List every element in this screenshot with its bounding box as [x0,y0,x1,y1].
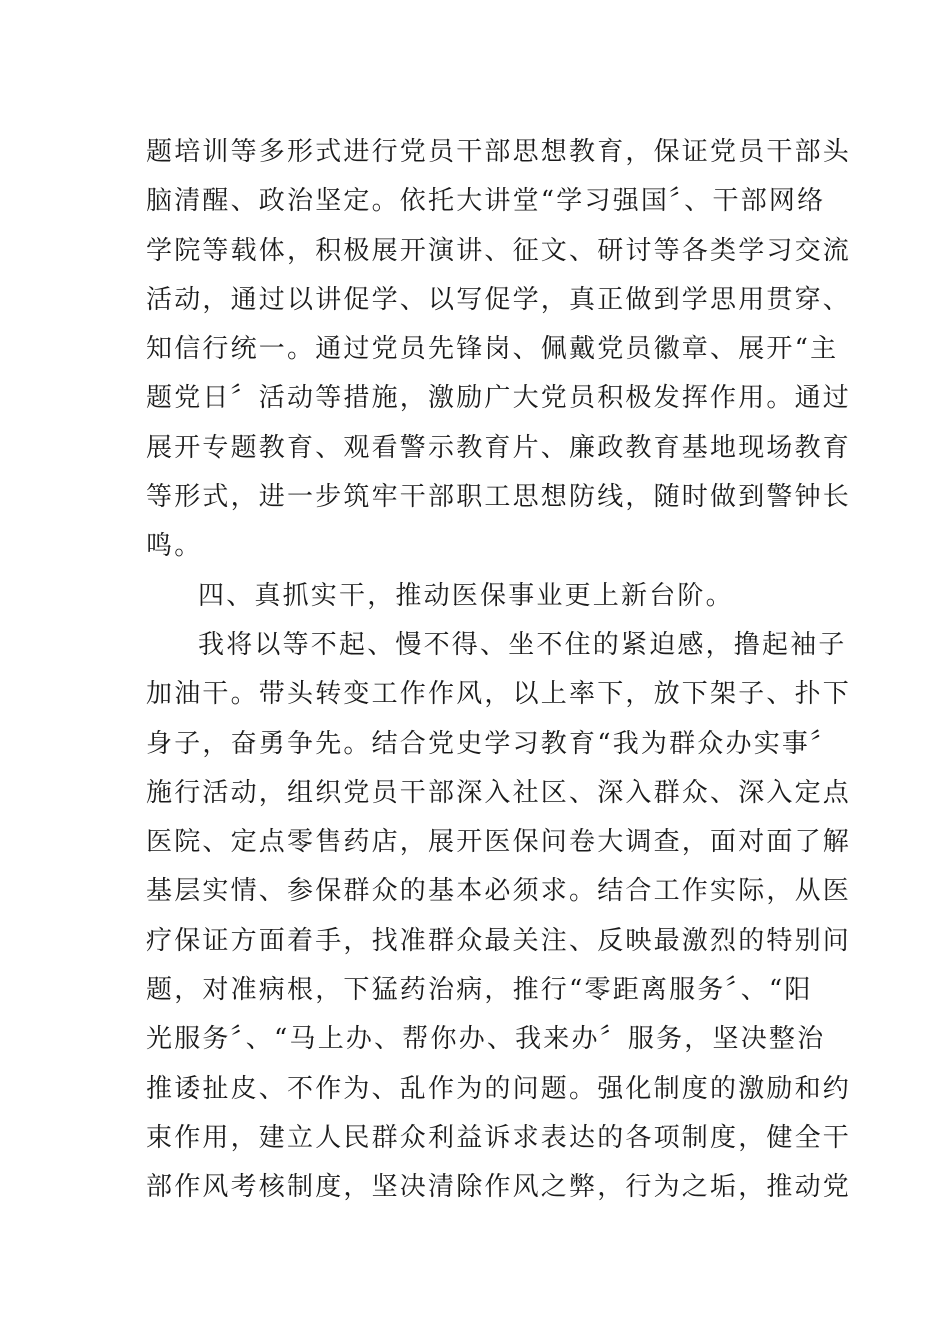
text-line: 推诿扯皮、不作为、乱作为的问题。强化制度的激励和约 [146,1073,852,1104]
text-line: 疗保证方面着手，找准群众最关注、反映最激烈的特别问 [146,925,852,956]
text-line: 题党日〞活动等措施，激励广大党员积极发挥作用。通过 [146,383,852,414]
text-line: 脑清醒、政治坚定。依托大讲堂“学习强国〞、干部网络 [146,186,826,217]
text-line: 题培训等多形式进行党员干部思想教育，保证党员干部头 [146,137,852,167]
text-line: 等形式，进一步筑牢干部职工思想防线，随时做到警钟长 [146,482,852,513]
document-body [146,128,852,1213]
text-line: 光服务〞、“马上办、帮你办、我来办〞服务，坚决整治 [146,1024,826,1055]
paragraph-first-line: 我将以等不起、慢不得、坐不住的紧迫感，撸起袖子 [198,629,847,660]
text-line: 鸣。 [146,531,203,562]
text-line: 加油干。带头转变工作作风，以上率下，放下架子、扑下 [146,679,852,710]
text-line: 部作风考核制度，坚决清除作风之弊，行为之垢，推动党 [146,1172,852,1203]
text-line: 医院、定点零售药店，展开医保问卷大调查，面对面了解 [146,827,852,858]
text-line: 学院等载体，积极展开演讲、征文、研讨等各类学习交流 [146,235,852,266]
text-line: 题，对准病根，下猛药治病，推行“零距离服务〞、“阳 [146,975,813,1006]
text-line: 知信行统一。通过党员先锋岗、佩戴党员徽章、展开“主 [146,334,839,365]
text-line: 身子，奋勇争先。结合党史学习教育“我为群众办实事〞 [146,728,839,759]
text-line: 基层实情、参保群众的基本必须求。结合工作实际，从医 [146,876,852,907]
text-line: 展开专题教育、观看警示教育片、廉政教育基地现场教育 [146,432,852,463]
text-line: 施行活动，组织党员干部深入社区、深入群众、深入定点 [146,777,852,808]
section-heading: 四、真抓实干，推动医保事业更上新台阶。 [198,580,734,611]
text-line: 束作用，建立人民群众利益诉求表达的各项制度，健全干 [146,1122,852,1153]
text-line: 活动，通过以讲促学、以写促学，真正做到学思用贯穿、 [146,284,852,315]
